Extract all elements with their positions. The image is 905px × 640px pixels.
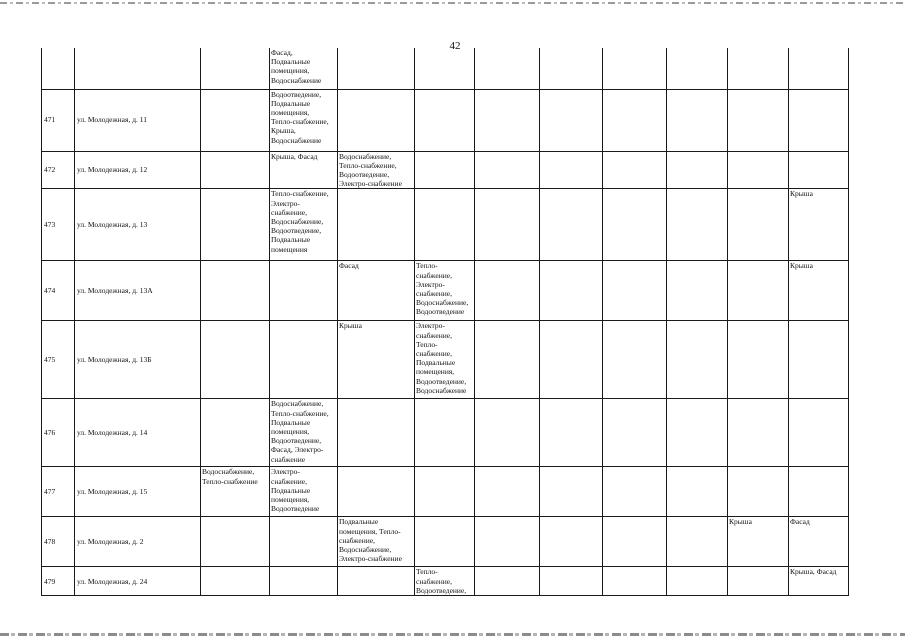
table-row bbox=[42, 399, 849, 467]
cell-text: 479 bbox=[44, 576, 56, 586]
work-type-cell-c2 bbox=[270, 48, 338, 89]
row-number-cell bbox=[42, 567, 75, 596]
work-type-cell-c7 bbox=[603, 151, 667, 189]
work-type-cell-c8 bbox=[667, 567, 728, 596]
cell-text: ул. Молодежная, д. 2 bbox=[77, 537, 144, 547]
table-row bbox=[42, 467, 849, 517]
work-type-cell-c2 bbox=[270, 517, 338, 567]
work-type-cell-c7 bbox=[603, 399, 667, 467]
work-type-cell-c5 bbox=[475, 567, 540, 596]
cell-text: 474 bbox=[44, 286, 56, 296]
work-type-cell-c2 bbox=[270, 467, 338, 517]
work-type-cell-c2 bbox=[270, 261, 338, 321]
table-row bbox=[42, 321, 849, 399]
work-type-cell-c2 bbox=[270, 399, 338, 467]
work-type-cell-c10 bbox=[789, 48, 849, 89]
address-cell bbox=[75, 467, 201, 517]
work-type-cell-c4 bbox=[415, 321, 475, 399]
work-type-cell-c6 bbox=[540, 261, 603, 321]
work-type-cell-c5 bbox=[475, 467, 540, 517]
work-type-cell-c8 bbox=[667, 321, 728, 399]
work-type-cell-c3 bbox=[338, 48, 415, 89]
row-number-cell bbox=[42, 89, 75, 151]
work-type-cell-c1 bbox=[201, 567, 270, 596]
work-type-cell-c6 bbox=[540, 567, 603, 596]
work-type-cell-c9 bbox=[728, 399, 789, 467]
cell-text: Крыша bbox=[729, 517, 752, 527]
work-type-cell-c10 bbox=[789, 89, 849, 151]
table-body bbox=[42, 48, 849, 596]
cell-text: 473 bbox=[44, 220, 56, 230]
cell-text: Крыша bbox=[790, 189, 813, 199]
cell-text: ул. Молодежная, д. 12 bbox=[77, 165, 148, 175]
work-type-cell-c7 bbox=[603, 261, 667, 321]
address-cell bbox=[75, 189, 201, 261]
work-type-cell-c2 bbox=[270, 151, 338, 189]
work-type-cell-c1 bbox=[201, 467, 270, 517]
table-row bbox=[42, 48, 849, 89]
work-type-cell-c1 bbox=[201, 399, 270, 467]
cell-text: Подвальные помещения, Тепло- снабжение, Водоснабжение, Электро-снабжение bbox=[339, 517, 402, 564]
work-type-cell-c3 bbox=[338, 517, 415, 567]
address-cell bbox=[75, 261, 201, 321]
work-type-cell-c6 bbox=[540, 189, 603, 261]
work-type-cell-c7 bbox=[603, 189, 667, 261]
work-type-cell-c5 bbox=[475, 517, 540, 567]
work-type-cell-c6 bbox=[540, 517, 603, 567]
work-type-cell-c6 bbox=[540, 48, 603, 89]
cell-text: 476 bbox=[44, 428, 56, 438]
work-type-cell-c7 bbox=[603, 467, 667, 517]
work-type-cell-c8 bbox=[667, 261, 728, 321]
cell-text: Крыша, Фасад bbox=[271, 151, 318, 161]
cell-text: ул. Молодежная, д. 15 bbox=[77, 487, 148, 497]
work-type-cell-c10 bbox=[789, 567, 849, 596]
work-type-cell-c9 bbox=[728, 321, 789, 399]
cell-text: Водоснабжение, Тепло-снабжение, Подвальные помещения, Водоотведение, Фасад, Электро- снабжение bbox=[271, 399, 329, 464]
work-type-cell-c5 bbox=[475, 89, 540, 151]
address-cell bbox=[75, 321, 201, 399]
address-cell bbox=[75, 399, 201, 467]
work-type-cell-c6 bbox=[540, 399, 603, 467]
cell-text: ул. Молодежная, д. 13 bbox=[77, 220, 148, 230]
row-number-cell bbox=[42, 151, 75, 189]
row-number-cell bbox=[42, 467, 75, 517]
address-cell bbox=[75, 151, 201, 189]
work-type-cell-c8 bbox=[667, 89, 728, 151]
work-type-cell-c5 bbox=[475, 321, 540, 399]
work-type-cell-c4 bbox=[415, 261, 475, 321]
table-row bbox=[42, 89, 849, 151]
work-type-cell-c4 bbox=[415, 517, 475, 567]
table-row bbox=[42, 567, 849, 596]
address-cell bbox=[75, 567, 201, 596]
work-type-cell-c8 bbox=[667, 399, 728, 467]
work-type-cell-c2 bbox=[270, 89, 338, 151]
cell-text: Электро- снабжение, Подвальные помещения, Водоотведение bbox=[271, 467, 320, 514]
work-type-cell-c7 bbox=[603, 567, 667, 596]
work-type-cell-c9 bbox=[728, 261, 789, 321]
work-type-cell-c1 bbox=[201, 517, 270, 567]
work-type-cell-c10 bbox=[789, 151, 849, 189]
work-type-cell-c8 bbox=[667, 517, 728, 567]
work-type-cell-c1 bbox=[201, 89, 270, 151]
work-type-cell-c10 bbox=[789, 261, 849, 321]
cell-text: ул. Молодежная, д. 24 bbox=[77, 576, 148, 586]
work-type-cell-c7 bbox=[603, 89, 667, 151]
work-type-cell-c2 bbox=[270, 567, 338, 596]
cell-text: 475 bbox=[44, 355, 56, 365]
table-row bbox=[42, 261, 849, 321]
cell-text: ул. Молодежная, д. 13А bbox=[77, 286, 153, 296]
work-type-cell-c6 bbox=[540, 321, 603, 399]
work-type-cell-c5 bbox=[475, 261, 540, 321]
work-type-cell-c7 bbox=[603, 48, 667, 89]
work-type-cell-c4 bbox=[415, 151, 475, 189]
table-row bbox=[42, 151, 849, 189]
address-cell bbox=[75, 89, 201, 151]
work-type-cell-c4 bbox=[415, 48, 475, 89]
address-cell bbox=[75, 517, 201, 567]
cell-text: Тепло-снабжение, Электро- снабжение, Водоснабжение, Водоотведение, Подвальные помещения bbox=[271, 189, 329, 254]
scan-edge-bottom bbox=[0, 633, 905, 636]
work-type-cell-c8 bbox=[667, 151, 728, 189]
work-type-cell-c8 bbox=[667, 467, 728, 517]
cell-text: 478 bbox=[44, 537, 56, 547]
work-type-cell-c5 bbox=[475, 189, 540, 261]
row-number-cell bbox=[42, 189, 75, 261]
cell-text: Тепло- снабжение, Водоотведение, bbox=[416, 567, 467, 595]
work-type-cell-c10 bbox=[789, 189, 849, 261]
cell-text: Тепло- снабжение, Электро- снабжение, Водоснабжение, Водоотведение bbox=[416, 261, 469, 317]
work-type-cell-c7 bbox=[603, 321, 667, 399]
cell-text: Крыша bbox=[339, 321, 362, 331]
work-type-cell-c3 bbox=[338, 467, 415, 517]
work-type-cell-c2 bbox=[270, 189, 338, 261]
cell-text: 472 bbox=[44, 165, 56, 175]
work-type-cell-c9 bbox=[728, 467, 789, 517]
cell-text: Электро- снабжение, Тепло- снабжение, Подвальные помещения, Водоотведение, Водоснабжение bbox=[416, 321, 467, 395]
work-type-cell-c1 bbox=[201, 189, 270, 261]
work-type-cell-c9 bbox=[728, 517, 789, 567]
cell-text: ул. Молодежная, д. 11 bbox=[77, 115, 147, 125]
cell-text: Водоотведение, Подвальные помещения, Тепло-снабжение, Крыша, Водоснабжение bbox=[271, 89, 329, 145]
page-number: 42 bbox=[449, 40, 461, 52]
work-type-cell-c4 bbox=[415, 467, 475, 517]
row-number-cell bbox=[42, 399, 75, 467]
work-type-cell-c10 bbox=[789, 399, 849, 467]
cell-text: 471 bbox=[44, 115, 56, 125]
scan-edge-top bbox=[0, 2, 905, 4]
work-type-cell-c8 bbox=[667, 48, 728, 89]
work-type-cell-c6 bbox=[540, 467, 603, 517]
work-type-cell-c10 bbox=[789, 517, 849, 567]
table-row bbox=[42, 517, 849, 567]
work-type-cell-c4 bbox=[415, 399, 475, 467]
work-type-cell-c3 bbox=[338, 261, 415, 321]
work-type-cell-c3 bbox=[338, 189, 415, 261]
work-type-cell-c1 bbox=[201, 261, 270, 321]
work-type-cell-c6 bbox=[540, 89, 603, 151]
address-cell bbox=[75, 48, 201, 89]
work-type-cell-c4 bbox=[415, 567, 475, 596]
work-type-cell-c9 bbox=[728, 151, 789, 189]
work-type-cell-c8 bbox=[667, 189, 728, 261]
work-type-cell-c3 bbox=[338, 399, 415, 467]
work-type-cell-c3 bbox=[338, 567, 415, 596]
cell-text: 477 bbox=[44, 487, 56, 497]
cell-text: Водоснабжение, Тепло-снабжение bbox=[202, 467, 258, 486]
row-number-cell bbox=[42, 261, 75, 321]
work-type-cell-c5 bbox=[475, 399, 540, 467]
work-type-cell-c6 bbox=[540, 151, 603, 189]
cell-text: ул. Молодежная, д. 13Б bbox=[77, 355, 152, 365]
cell-text: ул. Молодежная, д. 14 bbox=[77, 428, 148, 438]
work-type-cell-c9 bbox=[728, 189, 789, 261]
work-type-cell-c10 bbox=[789, 321, 849, 399]
table-row bbox=[42, 189, 849, 261]
cell-text: Крыша, Фасад bbox=[790, 567, 837, 577]
work-type-cell-c5 bbox=[475, 151, 540, 189]
cell-text: Фасад bbox=[339, 261, 359, 271]
work-type-cell-c3 bbox=[338, 89, 415, 151]
work-type-cell-c3 bbox=[338, 321, 415, 399]
work-type-cell-c10 bbox=[789, 467, 849, 517]
cell-text: Водоснабжение, Тепло-снабжение, Водоотведение, Электро-снабжение bbox=[339, 151, 402, 189]
work-type-cell-c9 bbox=[728, 567, 789, 596]
cell-text: Фасад bbox=[790, 517, 810, 527]
work-type-cell-c5 bbox=[475, 48, 540, 89]
cell-text: Фасад, Подвальные помещения, Водоснабжение bbox=[271, 48, 322, 85]
work-type-cell-c1 bbox=[201, 321, 270, 399]
work-type-cell-c3 bbox=[338, 151, 415, 189]
row-number-cell bbox=[42, 48, 75, 89]
cell-text: Крыша bbox=[790, 261, 813, 271]
repair-schedule-table bbox=[41, 48, 849, 596]
work-type-cell-c9 bbox=[728, 89, 789, 151]
row-number-cell bbox=[42, 517, 75, 567]
work-type-cell-c4 bbox=[415, 189, 475, 261]
work-type-cell-c9 bbox=[728, 48, 789, 89]
work-type-cell-c7 bbox=[603, 517, 667, 567]
work-type-cell-c4 bbox=[415, 89, 475, 151]
work-type-cell-c1 bbox=[201, 48, 270, 89]
row-number-cell bbox=[42, 321, 75, 399]
work-type-cell-c2 bbox=[270, 321, 338, 399]
work-type-cell-c1 bbox=[201, 151, 270, 189]
